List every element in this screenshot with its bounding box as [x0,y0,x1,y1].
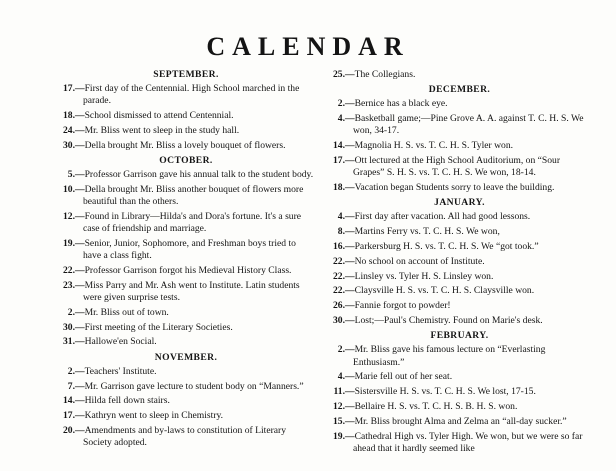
calendar-entry [327,386,592,398]
calendar-entry [327,271,592,283]
entry-day: 17. [333,155,345,166]
entry-day: 31. [63,336,75,348]
entry-text: Senior, Junior, Sophomore, and Freshman boys tried to have a class fight. [83,238,296,262]
entry-dash: — [75,169,85,181]
entry-day: 5. [67,169,75,181]
calendar-entry [57,211,315,235]
entry-text: Cathedral High vs. Tyler High. We won, but we were so far ahead that it hardly seemed like [353,430,583,454]
calendar-entry [57,395,315,407]
calendar-entry [57,280,315,304]
entry-day: 18. [63,110,75,122]
entry-text: Teachers' Institute. [84,365,157,377]
calendar-entry [57,410,315,422]
entry-text: Professor Garrison forgot his Medieval History Class. [84,265,292,276]
entry-dash: — [75,321,85,333]
calendar-entry [57,307,315,319]
entry-day: 25. [333,69,345,80]
entry-day: 2. [337,98,345,110]
calendar-entry [57,366,315,378]
calendar-entry [57,322,315,334]
entry-dash: — [75,410,85,422]
calendar-entry [327,69,592,81]
entry-day: 2. [337,344,345,356]
entry-day: 12. [63,211,75,222]
entry-day: 30. [333,314,345,326]
entry-dash: — [345,314,355,326]
calendar-entry [57,265,315,277]
entry-text: Magnolia H. S. vs. T. C. H. S. Tyler won. [354,140,514,152]
calendar-entry [327,226,592,238]
calendar-entry [327,285,592,297]
entry-text: Hallowe'en Social. [84,336,157,348]
month-heading: SEPTEMBER. [153,69,219,80]
calendar-entry [327,431,592,455]
entry-dash: — [75,365,85,377]
calendar-entry [57,238,315,262]
entry-dash: — [345,415,355,427]
entry-text: Professor Garrison gave his annual talk to the student body. [84,169,314,181]
calendar-entry [327,140,592,152]
entry-text: Della brought Mr. Bliss another bouquet of flowers more beautiful than the others. [83,184,304,208]
entry-day: 19. [333,430,345,442]
calendar-entry [327,416,592,428]
entry-day: 10. [63,184,75,195]
entry-day: 22. [333,285,345,297]
calendar-entry [327,401,592,413]
entry-dash: — [75,380,85,392]
month-heading: OCTOBER. [159,155,213,166]
entry-day: 2. [67,365,75,377]
entry-dash: — [345,113,355,125]
entry-day: 2. [67,306,75,318]
entry-text: Mr. Garrison gave lecture to student body on “Manners.” [84,380,304,392]
entry-text: Kathryn went to sleep in Chemistry. [84,410,224,422]
entry-dash: — [345,430,355,442]
entry-text: The Collegians. [354,69,416,80]
calendar-entry [57,184,315,208]
entry-day: 30. [63,139,75,151]
entry-day: 4. [337,113,345,125]
entry-text: Sistersville H. S. vs. T. C. H. S. We lost, 17-15. [354,386,536,398]
entry-text: Amendments and by-laws to constitution of Literary Society adopted. [83,424,287,449]
entry-day: 23. [63,279,75,291]
entry-dash: — [345,98,355,110]
entry-dash: — [345,255,355,267]
entry-text: Lost;—Paul's Chemistry. Found on Marie's desk. [354,314,543,326]
entry-dash: — [345,69,355,80]
entry-dash: — [75,184,85,195]
calendar-entry [57,169,315,181]
entry-text: Linsley vs. Tyler H. S. Linsley won. [354,270,494,282]
entry-text: Martins Ferry vs. T. C. H. S. We won, [354,226,500,238]
entry-text: School dismissed to attend Centennial. [84,110,234,122]
entry-text: First meeting of the Literary Societies. [84,321,233,333]
entry-day: 12. [333,400,345,412]
entry-dash: — [75,238,85,249]
entry-text: Mr. Bliss went to sleep in the study hall. [84,125,240,136]
entry-dash: — [345,211,355,223]
entry-text: Mr. Bliss out of town. [84,306,169,318]
calendar-entry [327,155,592,179]
entry-dash: — [75,265,85,276]
entry-text: Basketball game;—Pine Grove A. A. against T. C. H. S. We won, 34-17. [353,113,584,137]
entry-text: Mr. Bliss brought Alma and Zelma an “all-day sucker.” [354,415,567,427]
entry-day: 17. [63,410,75,422]
entry-dash: — [75,139,85,151]
calendar-entry [57,425,315,449]
right-column [327,69,592,458]
entry-day: 4. [337,371,345,383]
left-column [57,69,315,452]
calendar-entry [327,300,592,312]
entry-day: 22. [63,265,75,276]
entry-text: Bernice has a black eye. [354,98,448,110]
entry-day: 4. [337,211,345,223]
entry-day: 22. [333,255,345,267]
entry-dash: — [345,182,355,193]
calendar-entry [57,83,315,107]
entry-dash: — [75,424,85,436]
entry-dash: — [75,211,85,222]
entry-day: 22. [333,270,345,282]
calendar-entry [57,336,315,348]
entry-dash: — [345,400,355,412]
entry-day: 7. [67,380,75,392]
entry-day: 18. [333,182,345,193]
entry-day: 20. [63,424,75,436]
entry-day: 14. [63,395,75,407]
entry-dash: — [345,344,355,356]
entry-text: Hilda fell down stairs. [84,395,170,407]
entry-text: Mr. Bliss gave his famous lecture on “Everlasting Enthusiasm.” [353,344,546,368]
calendar-entry [57,381,315,393]
entry-day: 26. [333,300,345,312]
entry-day: 24. [63,125,75,136]
calendar-entry [327,344,592,368]
calendar-entry [327,113,592,137]
entry-text: Found in Library—Hilda's and Dora's fortune. It's a sure case of friendship and marriage. [83,211,302,235]
entry-dash: — [75,83,85,95]
entry-dash: — [345,371,355,383]
entry-dash: — [75,279,85,291]
entry-dash: — [345,386,355,398]
calendar-entry [327,98,592,110]
entry-day: 14. [333,140,345,152]
entry-dash: — [345,241,355,252]
calendar-entry [327,315,592,327]
entry-text: First day after vacation. All had good lessons. [354,211,531,223]
entry-dash: — [75,110,85,122]
entry-day: 16. [333,241,345,252]
entry-dash: — [345,140,355,152]
entry-text: Marie fell out of her seat. [354,371,453,383]
entry-dash: — [75,306,85,318]
entry-text: Parkersburg H. S. vs. T. C. H. S. We “got took.” [354,241,539,252]
entry-dash: — [345,270,355,282]
entry-text: Della brought Mr. Bliss a lovely bouquet of flowers. [84,139,286,151]
month-heading: JANUARY. [434,197,485,209]
entry-dash: — [345,285,355,297]
calendar-entry [57,140,315,152]
month-heading: DECEMBER. [428,84,491,96]
entry-dash: — [75,125,85,136]
month-heading: NOVEMBER. [154,351,218,363]
entry-text: Fannie forgot to powder! [354,300,451,312]
month-heading: FEBRUARY. [430,330,489,342]
entry-day: 30. [63,321,75,333]
entry-text: Claysville H. S. vs. T. C. H. S. Claysville won. [354,285,535,297]
entry-text: First day of the Centennial. High School marched in the parade. [83,83,300,107]
entry-day: 11. [333,386,345,398]
entry-dash: — [345,300,355,312]
entry-text: Ott lectured at the High School Auditorium, on “Sour Grapes” S. H. S. vs. T. C. H. S. We won, 18-14. [353,155,561,179]
entry-dash: — [75,395,85,407]
entry-dash: — [345,155,355,166]
entry-day: 17. [63,83,75,95]
entry-text: Bellaire H. S. vs. T. C. H. S. B. H. S. won. [354,400,518,412]
calendar-entry [327,211,592,223]
entry-day: 8. [337,226,345,238]
page-title: CALENDAR [206,32,410,61]
entry-day: 15. [333,415,345,427]
entry-text: Miss Parry and Mr. Ash went to Institute. Latin students were given surprise tests. [83,279,300,303]
entry-day: 19. [63,238,75,249]
entry-text: No school on account of Institute. [354,255,485,267]
entry-dash: — [345,226,355,238]
entry-dash: — [75,336,85,348]
calendar-entry [57,110,315,122]
entry-text: Vacation began Students sorry to leave the building. [354,182,555,193]
calendar-entry [327,182,592,194]
calendar-entry [327,241,592,253]
calendar-entry [327,256,592,268]
calendar-entry [327,371,592,383]
calendar-entry [57,125,315,137]
